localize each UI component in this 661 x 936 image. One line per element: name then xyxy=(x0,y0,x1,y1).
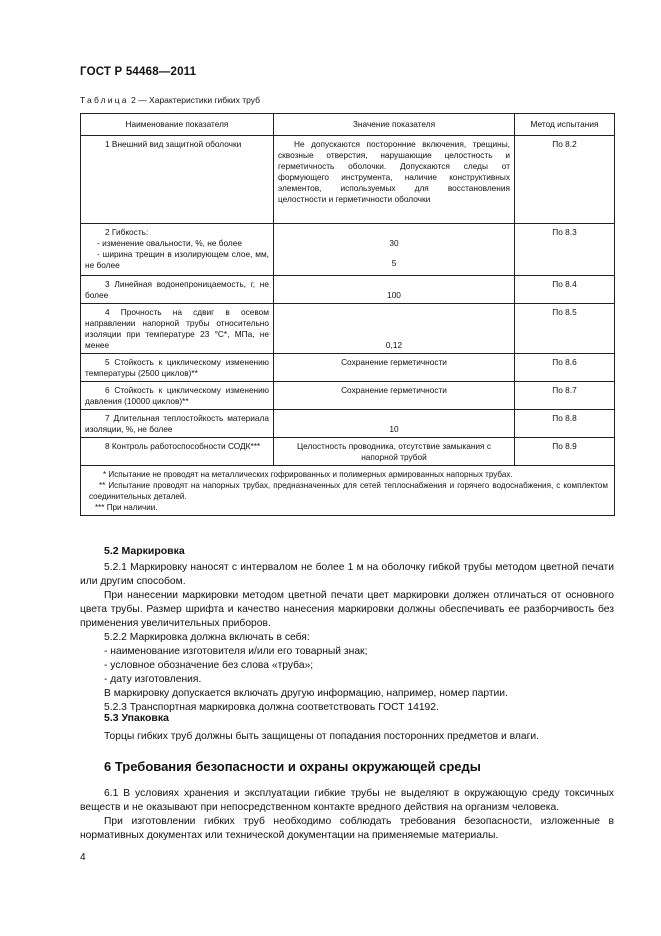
footnote-2: ** Испытание проводят на напорных трубах, предназначенных для сетей теплоснабжения и горячего водоснабжения, с комплектом соединительных деталей. xyxy=(89,481,608,501)
section-5-2-body xyxy=(80,561,614,715)
row-method-cell: По 8.5 xyxy=(515,304,615,354)
table-row xyxy=(81,276,615,304)
paragraph: Торцы гибких труб должны быть защищены от попадания посторонних предметов и влаги. xyxy=(104,731,539,742)
column-header-value: Значение показателя xyxy=(274,114,515,136)
row-value-text: 30 xyxy=(389,238,399,248)
table-caption-title: 2 — Характеристики гибких труб xyxy=(128,95,260,105)
column-header-name: Наименование показателя xyxy=(81,114,274,136)
list-item: - условное обозначение без слова «труба»; xyxy=(104,660,314,671)
list-item: - дату изготовления. xyxy=(104,674,202,685)
row-name-text: 4 Прочность на сдвиг в осевом направлении напорной трубы относительно изоляции при температуре 23 °С*, МПа, не менее xyxy=(85,307,269,350)
table-caption-label: Таблица xyxy=(80,95,129,105)
row-value-cell xyxy=(274,410,515,438)
row-value-text: Не допускаются посторонние включения, трещины, сквозные отверстия, нарушающие целостность и герметичность оболочки. Допускаются следы от формующего инструмента, наличие конструктивных элементов, используемых для восстановления целостности и герметичности оболочки xyxy=(278,139,510,204)
list-item: - наименование изготовителя и/или его товарный знак; xyxy=(104,646,368,657)
row-name-text: 5 Стойкость к циклическому изменению температуры (2500 циклов)** xyxy=(85,357,269,378)
row-name-text: 6 Стойкость к циклическому изменению давления (10000 циклов)** xyxy=(85,385,269,406)
characteristics-table xyxy=(80,113,615,516)
section-6-body xyxy=(80,787,614,843)
row-method-cell: По 8.6 xyxy=(515,354,615,382)
row-name-cell xyxy=(81,276,274,304)
paragraph: 5.2.3 Транспортная маркировка должна соответствовать ГОСТ 14192. xyxy=(104,702,439,713)
row-name-cell xyxy=(81,224,274,276)
row-value-text: 0,12 xyxy=(385,340,403,350)
paragraph: 5.2.1 Маркировку наносят с интервалом не более 1 м на оболочку гибкой трубы методом цветной печати или другим способом. xyxy=(80,562,614,587)
row-value-cell: Целостность проводника, отсутствие замыкания с напорной трубой xyxy=(274,438,515,466)
section-5-2-heading: 5.2 Маркировка xyxy=(104,545,185,557)
row-value-cell xyxy=(274,136,515,224)
row-method-cell: По 8.7 xyxy=(515,382,615,410)
row-method-cell: По 8.3 xyxy=(515,224,615,276)
table-row xyxy=(81,136,615,224)
row-name-text: - ширина трещин в изолирующем слое, мм, не более xyxy=(85,249,269,270)
row-value-cell: Сохранение герметичности xyxy=(274,382,515,410)
row-method-cell: По 8.9 xyxy=(515,438,615,466)
section-5-3-body xyxy=(80,730,614,744)
footnote-1: * Испытание не проводят на металлических гофрированных и полимерных армированных напорных трубах. xyxy=(103,470,513,479)
table-caption xyxy=(80,95,260,105)
column-header-method: Метод испытания xyxy=(515,114,615,136)
paragraph: При изготовлении гибких труб необходимо соблюдать требования безопасности, изложенные в нормативных документах или технической документации на применяемые материалы. xyxy=(80,816,614,841)
paragraph: В маркировку допускается включать другую информацию, например, номер партии. xyxy=(104,688,508,699)
row-value-cell: Сохранение герметичности xyxy=(274,354,515,382)
table-row xyxy=(81,224,615,276)
row-name-cell xyxy=(81,382,274,410)
row-name-cell xyxy=(81,304,274,354)
row-value-text: 100 xyxy=(387,290,401,300)
row-name-cell xyxy=(81,354,274,382)
row-name-text: 8 Контроль работоспособности СОДК*** xyxy=(105,441,261,451)
table-row xyxy=(81,410,615,438)
document-header: ГОСТ Р 54468—2011 xyxy=(80,66,197,78)
paragraph: 6.1 В условиях хранения и эксплуатации гибкие трубы не выделяют в окружающую среду токсичных веществ и не оказывают при непосредственном контакте вредного действия на организм человека. xyxy=(80,788,614,813)
table-row xyxy=(81,438,615,466)
row-name-cell xyxy=(81,136,274,224)
row-name-text: 3 Линейная водонепроницаемость, г, не более xyxy=(85,279,269,300)
table-row xyxy=(81,304,615,354)
table-header-row xyxy=(81,114,615,136)
paragraph: 5.2.2 Маркировка должна включать в себя: xyxy=(104,632,310,643)
row-method-cell: По 8.2 xyxy=(515,136,615,224)
row-name-text: - изменение овальности, %, не более xyxy=(97,238,242,248)
row-name-text: 2 Гибкость: xyxy=(105,227,149,237)
table-row xyxy=(81,382,615,410)
row-method-cell: По 8.4 xyxy=(515,276,615,304)
row-value-cell xyxy=(274,304,515,354)
section-5-3-heading: 5.3 Упаковка xyxy=(104,712,169,724)
row-value-cell xyxy=(274,276,515,304)
row-value-cell xyxy=(274,224,515,276)
page-number: 4 xyxy=(80,852,86,863)
footnote-3: *** При наличии. xyxy=(95,503,158,512)
row-value-text: 10 xyxy=(389,424,399,434)
paragraph: При нанесении маркировки методом цветной печати цвет маркировки должен отличаться от основного цвета трубы. Размер шрифта и качество нанесения маркировки должны обеспечивать ее разборчивость без применения увеличительных приборов. xyxy=(80,590,614,629)
row-value-text: 5 xyxy=(391,258,397,268)
table-footnotes-row xyxy=(81,466,615,516)
row-name-cell xyxy=(81,438,274,466)
table-footnotes xyxy=(81,466,615,516)
row-name-text: 7 Длительная теплостойкость материала изоляции, %, не более xyxy=(85,413,269,434)
row-name-text: 1 Внешний вид защитной оболочки xyxy=(105,139,242,149)
row-method-cell: По 8.8 xyxy=(515,410,615,438)
row-name-cell xyxy=(81,410,274,438)
table-row xyxy=(81,354,615,382)
section-6-heading: 6 Требования безопасности и охраны окружающей среды xyxy=(104,759,481,774)
